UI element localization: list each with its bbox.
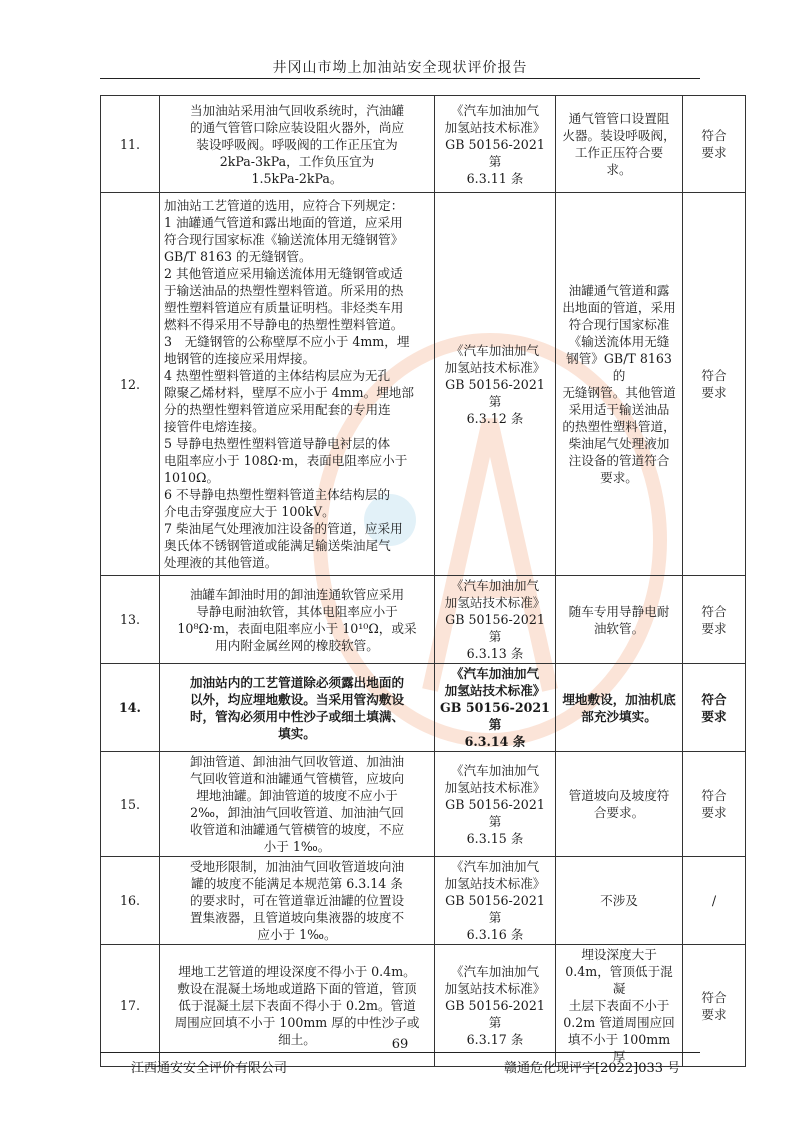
- requirement-line: 低于混凝土层下表面不得小于 0.2m。管道: [178, 998, 416, 1013]
- basis-line: 加氢站技术标准》: [444, 595, 546, 610]
- requirement-line: 小于 1‰。: [263, 839, 331, 854]
- status-cell: [556, 857, 683, 945]
- requirement-line: 3 无缝钢管的公称壁厚不应小于 4mm，埋: [164, 334, 410, 349]
- row-number: 12.: [101, 193, 160, 576]
- conclusion-line: /: [711, 893, 717, 908]
- status-line: 通气管管口设置阻: [568, 111, 670, 126]
- requirement-cell: [160, 576, 435, 664]
- requirement-line: 1 油罐通气管道和露出地面的管道，应采用: [164, 215, 403, 230]
- basis-line: 加氢站技术标准》: [444, 876, 546, 891]
- status-line: 埋设深度大于: [581, 947, 657, 962]
- requirements-table: [100, 95, 746, 1067]
- status-line: 随车专用导静电耐: [568, 603, 670, 619]
- requirement-line: 符合现行国家标准《输送流体用无缝钢管》: [164, 232, 404, 247]
- requirement-line: 塑性塑料管道应有质量证明档。非烃类车用: [164, 300, 404, 315]
- requirement-line: 埋地油罐。卸油管道的坡度不应小于: [196, 788, 398, 803]
- status-cell: [556, 576, 683, 664]
- conclusion-line: 符合: [701, 989, 727, 1005]
- requirement-line: 处理液的其他管道。: [164, 555, 278, 570]
- requirement-line: 油罐车卸油时用的卸油连通软管应采用: [189, 586, 405, 602]
- status-line: 填不小于 100mm 厚: [567, 1032, 671, 1064]
- status-line: 的热塑性塑料管道，: [562, 419, 676, 434]
- requirement-line: 接管件电熔连接。: [164, 419, 265, 434]
- basis-line: GB 50156-2021 第: [445, 893, 545, 925]
- requirement-line: 6 不导静电热塑性塑料管道主体结构层的: [164, 487, 391, 502]
- basis-cell: [435, 752, 556, 857]
- table-row: [101, 857, 746, 945]
- basis-line: 《汽车加油加气: [450, 964, 540, 979]
- basis-line: 6.3.14 条: [464, 734, 526, 749]
- requirement-line: 置集液器，且管道坡向集液器的坡度不: [189, 910, 405, 925]
- status-line: 0.2m 管道周围应回: [563, 1015, 675, 1030]
- row-number: 11.: [101, 96, 160, 193]
- conclusion-line: 符合: [701, 691, 727, 707]
- basis-cell: [435, 857, 556, 945]
- requirement-line: 2‰，卸油油气回收管道、加油油气回: [190, 805, 404, 820]
- requirement-cell: [160, 752, 435, 857]
- footer-doc-number: 赣通危化现评字[2022]033 号: [504, 1061, 681, 1076]
- row-number: 13.: [101, 576, 160, 664]
- requirement-line: 介电击穿强度应大于 100kV。: [164, 504, 335, 519]
- requirement-cell: [160, 857, 435, 945]
- status-cell: [556, 664, 683, 752]
- status-line: 求。: [606, 162, 632, 177]
- status-line: 要求。: [600, 470, 638, 485]
- requirement-cell: [160, 96, 435, 193]
- row-number: 16.: [101, 857, 160, 945]
- requirement-line: 的要求时，可在管道靠近油罐的位置设: [189, 893, 405, 908]
- status-line: 管道坡向及坡度符: [568, 788, 670, 803]
- status-line: 0.4m，管顶低于混凝: [565, 964, 673, 996]
- basis-line: 6.3.17 条: [466, 1032, 524, 1047]
- requirement-line: 罐的坡度不能满足本规范第 6.3.14 条: [191, 876, 403, 891]
- requirement-line: 卸油管道、卸油油气回收管道、加油油: [189, 754, 405, 769]
- conclusion-cell: [683, 576, 746, 664]
- requirement-line: 2kPa-3kPa，工作负压宜为: [219, 153, 375, 169]
- requirement-line: GB/T 8163 的无缝钢管。: [164, 249, 312, 264]
- basis-line: 6.3.12 条: [466, 410, 524, 426]
- conclusion-cell: [683, 857, 746, 945]
- basis-line: 《汽车加油加气: [450, 102, 540, 118]
- status-line: 无缝钢管。其他管道: [562, 385, 676, 400]
- basis-cell: [435, 193, 556, 576]
- status-line: 钢管》GB/T 8163 的: [566, 351, 672, 383]
- requirement-cell: [160, 193, 435, 576]
- basis-cell: [435, 664, 556, 752]
- requirement-line: 10⁸Ω·m，表面电阻率应小于 10¹⁰Ω，或采: [177, 620, 417, 636]
- status-cell: [556, 752, 683, 857]
- requirement-line: 用内附金属丝网的橡胶软管。: [215, 637, 379, 653]
- conclusion-line: 要求: [701, 805, 727, 820]
- conclusion-line: 符合: [701, 603, 727, 619]
- row-number: 17.: [101, 945, 160, 1067]
- conclusion-cell: [683, 96, 746, 193]
- table-row: [101, 752, 746, 857]
- requirement-line: 7 柴油尾气处理液加注设备的管道，应采用: [164, 521, 403, 536]
- requirement-line: 敷设在混凝土场地或道路下面的管道，管顶: [177, 981, 417, 996]
- basis-line: 6.3.16 条: [466, 927, 524, 942]
- basis-line: 6.3.11 条: [466, 170, 524, 186]
- requirement-line: 于输送油品的热塑性塑料管道。所采用的热: [164, 283, 404, 298]
- requirement-line: 填实。: [278, 725, 316, 741]
- basis-line: 加氢站技术标准》: [444, 683, 546, 698]
- requirement-line: 1010Ω。: [164, 470, 220, 485]
- basis-line: 6.3.13 条: [466, 646, 524, 661]
- status-line: 注设备的管道符合: [568, 453, 670, 468]
- requirement-line: 时，管沟必须用中性沙子或细土填满、: [189, 708, 405, 724]
- conclusion-line: 要求: [701, 145, 727, 160]
- basis-cell: [435, 576, 556, 664]
- basis-line: 加氢站技术标准》: [444, 359, 546, 375]
- status-line: 火器。装设呼吸阀，: [562, 128, 676, 143]
- conclusion-line: 符合: [701, 788, 727, 803]
- status-cell: [556, 96, 683, 193]
- basis-line: 加氢站技术标准》: [444, 779, 546, 795]
- requirement-line: 导静电耐油软管，其体电阻率应小于: [196, 603, 398, 619]
- requirement-line: 5 导静电热塑性塑料管道导静电衬层的体: [164, 436, 391, 451]
- status-cell: [556, 193, 683, 576]
- basis-line: GB 50156-2021 第: [445, 136, 545, 169]
- basis-line: GB 50156-2021 第: [440, 700, 550, 732]
- requirement-line: 应小于 1‰。: [257, 927, 337, 942]
- requirement-line: 2 其他管道应采用输送流体用无缝钢管或适: [164, 266, 403, 281]
- footer-company: 江西通安安全评价有限公司: [131, 1061, 288, 1076]
- table-row: [101, 96, 746, 193]
- requirement-line: 埋地工艺管道的埋设深度不得小于 0.4m。: [178, 964, 416, 979]
- requirement-line: 收管道和油罐通气管横管的坡度，不应: [189, 822, 405, 837]
- status-line: 采用适于输送油品: [568, 402, 670, 417]
- header-rule: [100, 78, 700, 79]
- basis-line: GB 50156-2021 第: [445, 612, 545, 644]
- requirement-line: 1.5kPa-2kPa。: [251, 170, 343, 186]
- requirement-line: 奥氏体不锈钢管道或能满足输送柴油尾气: [164, 538, 391, 553]
- requirement-line: 当加油站采用油气回收系统时，汽油罐: [189, 102, 405, 118]
- requirement-cell: [160, 664, 435, 752]
- status-line: 柴油尾气处理液加: [568, 436, 670, 451]
- requirement-line: 以外，均应埋地敷设。当采用管沟敷设: [189, 691, 405, 707]
- status-line: 不涉及: [600, 893, 638, 908]
- conclusion-line: 要求: [701, 385, 727, 400]
- requirement-line: 隙聚乙烯材料，壁厚不应小于 4mm。埋地部: [164, 385, 414, 400]
- status-line: 符合现行国家标准: [568, 317, 670, 332]
- conclusion-line: 要求: [701, 620, 727, 636]
- basis-line: 加氢站技术标准》: [444, 119, 546, 135]
- requirement-line: 气回收管道和油罐通气管横管，应坡向: [189, 771, 405, 786]
- table-row: [101, 193, 746, 576]
- requirement-line: 电阻率应小于 108Ω·m，表面电阻率应小于: [164, 453, 408, 468]
- row-number: 15.: [101, 752, 160, 857]
- requirement-line: 细土。: [278, 1032, 316, 1047]
- footer-rule: [100, 1052, 700, 1053]
- basis-line: GB 50156-2021 第: [445, 796, 545, 829]
- conclusion-cell: [683, 193, 746, 576]
- status-line: 部充沙填实。: [581, 708, 657, 724]
- conclusion-line: 要求: [701, 1006, 727, 1022]
- page-header-title: 井冈山市坳上加油站安全现状评价报告: [272, 60, 528, 76]
- table-row: [101, 664, 746, 752]
- basis-line: 《汽车加油加气: [450, 859, 540, 874]
- table-row: [101, 576, 746, 664]
- basis-line: 《汽车加油加气: [450, 342, 540, 358]
- row-number: 14.: [101, 664, 160, 752]
- conclusion-line: 要求: [701, 708, 727, 724]
- requirement-line: 加油站内的工艺管道除必须露出地面的: [189, 674, 405, 690]
- basis-line: 《汽车加油加气: [450, 578, 540, 593]
- status-line: 土层下表面不小于: [568, 998, 670, 1013]
- requirement-line: 4 热塑性塑料管道的主体结构层应为无孔: [164, 368, 391, 383]
- basis-line: 《汽车加油加气: [450, 666, 540, 681]
- basis-line: 6.3.15 条: [466, 830, 524, 846]
- status-line: 工作正压符合要: [574, 145, 664, 160]
- status-line: 埋地敷设，加油机底: [562, 691, 676, 707]
- basis-line: 加氢站技术标准》: [444, 981, 546, 996]
- requirement-line: 周围应回填不小于 100mm 厚的中性沙子或: [174, 1015, 420, 1030]
- conclusion-line: 符合: [701, 368, 727, 383]
- requirement-line: 地钢管的连接应采用焊接。: [164, 351, 316, 366]
- basis-line: GB 50156-2021 第: [445, 376, 545, 409]
- basis-cell: [435, 96, 556, 193]
- requirement-line: 分的热塑性塑料管道应采用配套的专用连: [164, 402, 391, 417]
- requirement-line: 燃料不得采用不导静电的热塑性塑料管道。: [164, 317, 404, 332]
- status-line: 油软管。: [593, 620, 645, 636]
- conclusion-cell: [683, 752, 746, 857]
- requirement-line: 装设呼吸阀。呼吸阀的工作正压宜为: [196, 136, 398, 152]
- status-line: 出地面的管道，采用: [562, 300, 676, 315]
- requirement-line: 加油站工艺管道的选用，应符合下列规定：: [164, 198, 404, 213]
- page-number: 69: [391, 1037, 409, 1052]
- basis-line: GB 50156-2021 第: [445, 998, 545, 1030]
- status-line: 油罐通气管道和露: [568, 283, 670, 298]
- conclusion-line: 符合: [701, 128, 727, 143]
- status-line: 《输送流体用无缝: [568, 334, 670, 349]
- conclusion-cell: [683, 664, 746, 752]
- requirement-line: 的通气管管口除应装设阻火器外，尚应: [189, 119, 405, 135]
- status-line: 合要求。: [593, 805, 645, 820]
- requirement-line: 受地形限制，加油油气回收管道坡向油: [189, 859, 405, 874]
- basis-line: 《汽车加油加气: [450, 762, 540, 778]
